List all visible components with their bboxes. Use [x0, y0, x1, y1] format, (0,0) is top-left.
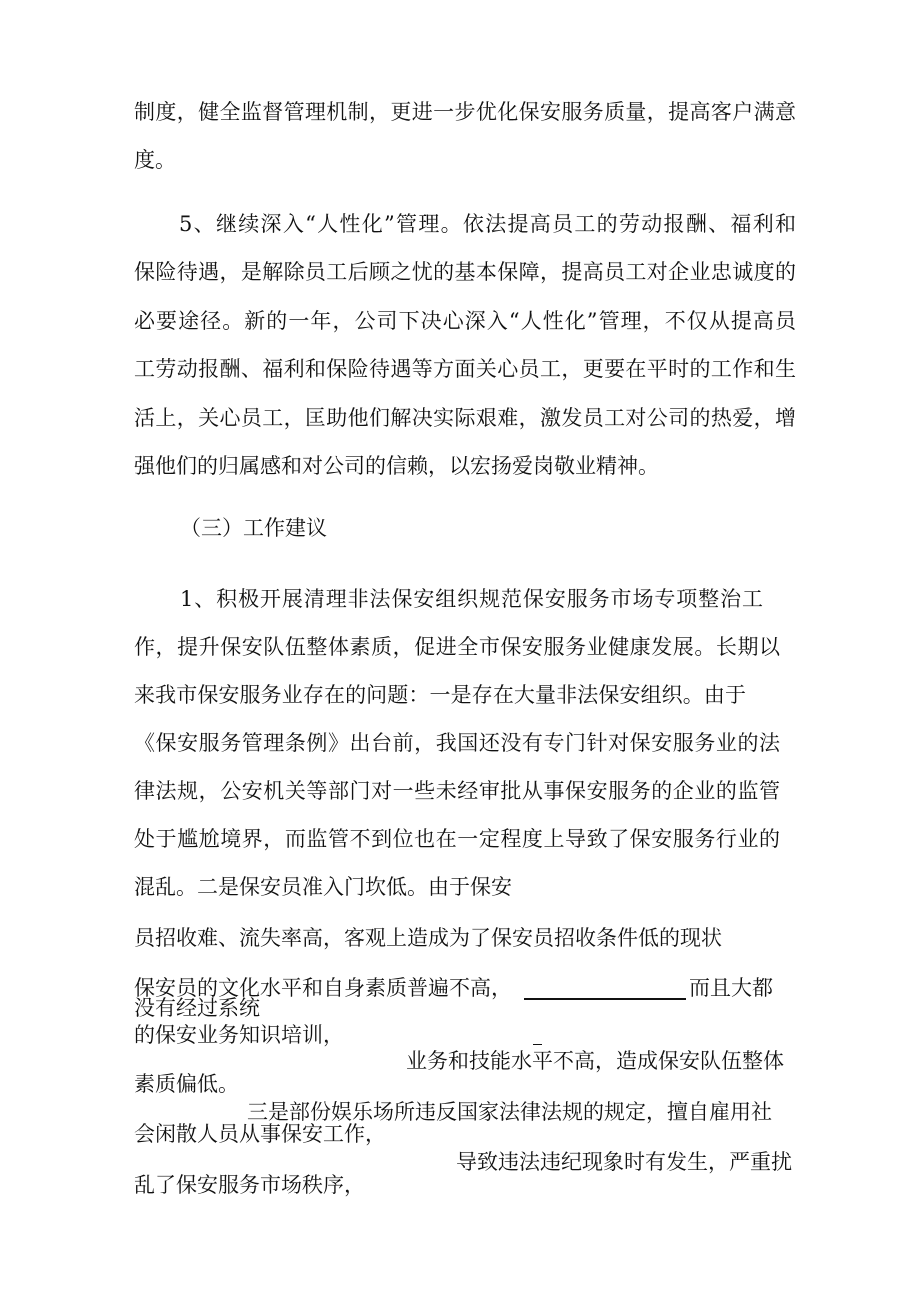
paragraph-line: 乱了保安服务市场秩序，: [134, 1173, 365, 1197]
paragraph-line: 三是部份娱乐场所违反国家法律法规的规定，擅自雇用社: [247, 1100, 772, 1124]
paragraph-line: 1、积极开展清理非法保安组织规范保安服务市场专项整治工: [180, 587, 763, 611]
paragraph-line: 律法规，公安机关等部门对一些未经审批从事保安服务的企业的监管: [134, 779, 780, 803]
paragraph-line: 处于尴尬境界，而监管不到位也在一定程度上导致了保安服务行业的: [134, 827, 780, 851]
paragraph-line: 强他们的归属感和对公司的信赖，以宏扬爱岗敬业精神。: [134, 454, 659, 478]
paragraph-line: 活上，关心员工，匡助他们解决实际艰难，激发员工对公司的热爱，增: [134, 406, 796, 430]
paragraph-line: 度。: [134, 148, 176, 172]
paragraph-line: 没有经过系统: [134, 996, 260, 1020]
paragraph-line: 保险待遇，是解除员工后顾之忧的基本保障，提高员工对企业忠诚度的: [134, 260, 796, 284]
paragraph-line: 制度，健全监督管理机制，更进一步优化保安服务质量，提高客户满意: [134, 100, 796, 124]
paragraph-line: 的保安业务知识培训，: [134, 1023, 344, 1047]
paragraph-line: 业务和技能水平不高，造成保安队伍整体: [406, 1049, 784, 1073]
paragraph-line: 5、继续深入“人性化”管理。依法提高员工的劳动报酬、福利和: [179, 212, 796, 236]
paragraph-line: 素质偏低。: [134, 1072, 239, 1096]
paragraph-line: 《保安服务管理条例》出台前，我国还没有专门针对保安服务业的法: [134, 731, 780, 755]
paragraph-line: 导致违法违纪现象时有发生，严重扰: [456, 1150, 792, 1174]
paragraph-line: 必要途径。新的一年，公司下决心深入“人性化”管理，不仅从提高员: [134, 309, 796, 333]
paragraph-line: 会闲散人员从事保安工作，: [134, 1122, 386, 1146]
paragraph-line: 而且大都: [689, 976, 773, 1000]
paragraph-line: 员招收难、流失率高，客观上造成为了保安员招收条件低的现状: [134, 926, 722, 950]
section-heading: （三）工作建议: [180, 516, 327, 540]
paragraph-line: 工劳动报酬、福利和保险待遇等方面关心员工，更要在平时的工作和生: [134, 357, 796, 381]
fill-in-blank: [524, 998, 686, 1000]
dash-mark: [533, 1044, 542, 1045]
paragraph-line: 作，提升保安队伍整体素质，促进全市保安服务业健康发展。长期以: [134, 635, 780, 659]
paragraph-line: 来我市保安服务业存在的问题：一是存在大量非法保安组织。由于: [134, 683, 746, 707]
paragraph-line: 混乱。二是保安员准入门坎低。由于保安: [134, 875, 512, 899]
paragraph-line: 保安员的文化水平和自身素质普遍不高，: [134, 976, 512, 1000]
